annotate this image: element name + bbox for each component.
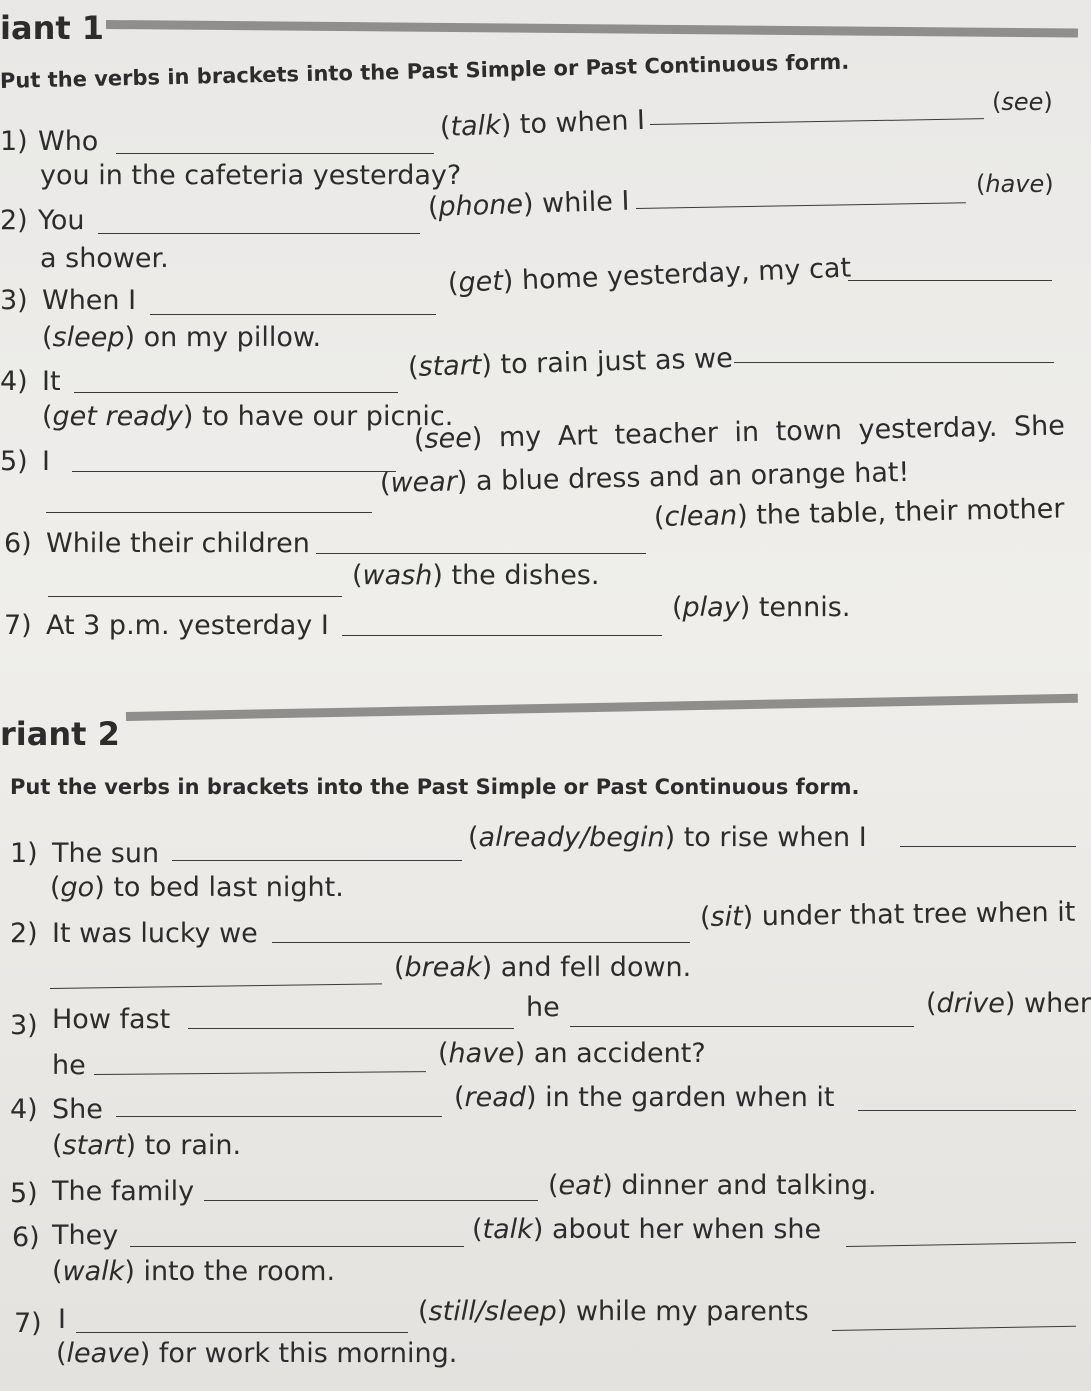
item-text: (talk) about her when she <box>472 1214 822 1245</box>
item-text-after: into the room. <box>143 1256 336 1287</box>
item-number: 7) <box>14 1308 42 1339</box>
item-text: (already/begin) to rise when I <box>468 822 867 853</box>
verb-hint: play <box>682 592 740 623</box>
item-text: I <box>42 446 50 477</box>
item-number: 5) <box>0 446 28 477</box>
item-text: (see) <box>992 88 1053 116</box>
item-number: 4) <box>10 1094 38 1125</box>
item-text: (still/sleep) while my parents <box>418 1296 809 1327</box>
item-text-after: to bed last night. <box>113 872 344 903</box>
item-text-line2: (go) to bed last night. <box>50 872 344 903</box>
item-number: 6) <box>12 1222 40 1253</box>
verb-hint: walk <box>62 1256 125 1287</box>
answer-blank[interactable] <box>832 1326 1076 1331</box>
item-number: 7) <box>4 610 32 641</box>
item-text: (read) in the garden when it <box>454 1082 835 1113</box>
answer-blank[interactable] <box>204 1200 538 1201</box>
item-text: (sit) under that tree when it <box>699 896 1076 933</box>
item-text: Who <box>38 126 99 157</box>
item-number: 6) <box>4 528 32 559</box>
item-text-after: the dishes. <box>451 560 600 591</box>
item-number: 5) <box>10 1178 38 1209</box>
answer-blank[interactable] <box>188 1028 514 1029</box>
answer-blank[interactable] <box>76 1332 408 1333</box>
verb-hint: talk <box>482 1214 533 1245</box>
item-text-after: to rise when I <box>683 822 867 853</box>
answer-blank[interactable] <box>858 1110 1076 1111</box>
item-number: 3) <box>10 1010 38 1041</box>
item-text: At 3 p.m. yesterday I <box>46 610 329 641</box>
item-text-after: to have our picnic. <box>201 401 454 432</box>
verb-hint: see <box>1001 88 1044 116</box>
verb-hint: have <box>448 1038 515 1069</box>
verb-hint: already/begin <box>478 822 665 853</box>
verb-hint: get ready <box>52 401 183 432</box>
item-text-after: dinner and talking. <box>621 1170 877 1201</box>
item-text-line2: (wash) the dishes. <box>352 560 600 591</box>
answer-blank[interactable] <box>636 202 966 209</box>
item-text: The sun <box>52 838 160 869</box>
answer-blank[interactable] <box>172 860 462 861</box>
item-text-after: wher <box>1024 988 1091 1019</box>
item-text: (get) home yesterday, my cat <box>447 252 852 299</box>
item-text: (have) <box>976 170 1054 198</box>
verb-hint: wear <box>390 466 458 499</box>
item-text-after: to when I <box>519 104 646 141</box>
item-text: (talk) to when I <box>439 104 646 143</box>
item-number: 2) <box>0 205 28 236</box>
answer-blank[interactable] <box>570 1026 914 1027</box>
item-text: (clean) the table, their mother <box>653 493 1065 533</box>
verb-hint: phone <box>438 189 524 223</box>
item-text: (see) my Art teacher in town yesterday. She <box>413 410 1066 455</box>
item-text: he <box>526 992 560 1023</box>
item-text-after: and fell down. <box>500 952 692 983</box>
item-text-line2: (start) to rain. <box>52 1130 242 1161</box>
item-text-after: to rain just as we <box>500 342 734 381</box>
item-text: When I <box>42 285 137 316</box>
verb-hint: start <box>418 349 482 383</box>
item-number: 2) <box>10 918 38 949</box>
verb-hint: sleep <box>52 322 125 353</box>
item-text-line2: (sleep) on my pillow. <box>42 322 322 353</box>
item-text-line2: (have) an accident? <box>438 1038 706 1069</box>
item-text-after: while my parents <box>575 1296 809 1327</box>
variant1-title-rule <box>106 20 1078 37</box>
answer-blank[interactable] <box>734 362 1054 363</box>
item-text: (start) to rain just as we <box>407 342 734 383</box>
answer-blank[interactable] <box>116 153 434 154</box>
item-text-line2: (leave) for work this morning. <box>56 1338 458 1369</box>
item-text: It was lucky we <box>52 918 258 949</box>
item-number: 1) <box>0 126 28 157</box>
answer-blank[interactable] <box>98 233 420 234</box>
verb-hint: start <box>62 1130 126 1161</box>
variant2-title-rule <box>126 694 1078 721</box>
item-text-after: under that tree when it <box>761 896 1076 933</box>
item-text-after: a blue dress and an orange hat! <box>475 456 910 497</box>
answer-blank[interactable] <box>316 553 646 554</box>
item-text: (play) tennis. <box>672 592 851 623</box>
variant2-title: riant 2 <box>0 715 120 753</box>
verb-hint: see <box>424 422 473 455</box>
item-text: I <box>58 1304 66 1335</box>
verb-hint: clean <box>664 500 738 533</box>
item-text-after: an accident? <box>533 1038 706 1069</box>
item-text-after: my Art teacher in town yesterday. She <box>498 410 1066 454</box>
answer-blank[interactable] <box>272 942 690 943</box>
item-text-after: about her when she <box>551 1214 822 1245</box>
item-text-after: in the garden when it <box>545 1082 835 1113</box>
answer-blank[interactable] <box>650 118 984 125</box>
item-number: 3) <box>0 285 28 316</box>
verb-hint: still/sleep <box>428 1296 557 1327</box>
item-text-line2: (get ready) to have our picnic. <box>42 401 454 432</box>
item-text-line2: (wear) a blue dress and an orange hat! <box>379 456 910 499</box>
item-text: She <box>52 1094 103 1125</box>
item-text-after: home yesterday, my cat <box>521 252 852 297</box>
answer-blank[interactable] <box>94 1071 426 1075</box>
answer-blank[interactable] <box>46 512 372 513</box>
answer-blank[interactable] <box>900 846 1076 847</box>
item-text: While their children <box>46 528 310 559</box>
item-number: 4) <box>0 366 28 397</box>
item-text-after: while I <box>541 185 630 220</box>
verb-hint: go <box>60 872 95 903</box>
answer-blank[interactable] <box>848 280 1052 281</box>
answer-blank[interactable] <box>74 392 398 393</box>
item-text: The family <box>52 1176 195 1207</box>
item-text-line2: you in the cafeteria yesterday? <box>40 160 462 191</box>
answer-blank[interactable] <box>116 1116 442 1117</box>
variant1-title: iant 1 <box>0 9 105 47</box>
item-text-after: to rain. <box>144 1130 242 1161</box>
item-number: 1) <box>10 838 38 869</box>
item-text-after: tennis. <box>758 592 851 623</box>
answer-blank[interactable] <box>130 1246 464 1247</box>
verb-hint: eat <box>558 1170 603 1201</box>
verb-hint: sit <box>710 901 743 933</box>
item-text: (drive) wher <box>926 988 1091 1019</box>
item-text-line2: (walk) into the room. <box>52 1256 336 1287</box>
answer-blank[interactable] <box>846 1242 1076 1247</box>
verb-hint: get <box>457 265 504 299</box>
item-text-after: for work this morning. <box>158 1338 458 1369</box>
answer-blank[interactable] <box>48 596 342 597</box>
answer-blank[interactable] <box>150 314 436 315</box>
item-text: You <box>38 205 85 236</box>
verb-hint: break <box>404 952 482 983</box>
item-text: (phone) while I <box>427 185 630 223</box>
verb-hint: read <box>464 1082 526 1113</box>
answer-blank[interactable] <box>342 635 662 636</box>
item-text-line2: (break) and fell down. <box>394 952 692 983</box>
variant2-instruction: Put the verbs in brackets into the Past Simple or Past Continuous form. <box>10 775 860 799</box>
answer-blank[interactable] <box>50 983 382 989</box>
verb-hint: talk <box>449 109 502 143</box>
item-text: (eat) dinner and talking. <box>548 1170 877 1201</box>
verb-hint: drive <box>936 988 1005 1019</box>
item-text: They <box>52 1220 119 1251</box>
verb-hint: leave <box>66 1338 140 1369</box>
item-text: How fast <box>52 1004 171 1035</box>
item-text-after: the table, their mother <box>755 493 1065 531</box>
verb-hint: have <box>985 170 1045 198</box>
item-text-line2: a shower. <box>40 243 169 274</box>
item-text: It <box>42 366 61 397</box>
answer-blank[interactable] <box>72 471 396 472</box>
verb-hint: wash <box>362 560 433 591</box>
variant1-instruction: Put the verbs in brackets into the Past Simple or Past Continuous form. <box>0 49 850 93</box>
item-text-after: on my pillow. <box>143 322 322 353</box>
item-text: he <box>52 1050 86 1081</box>
